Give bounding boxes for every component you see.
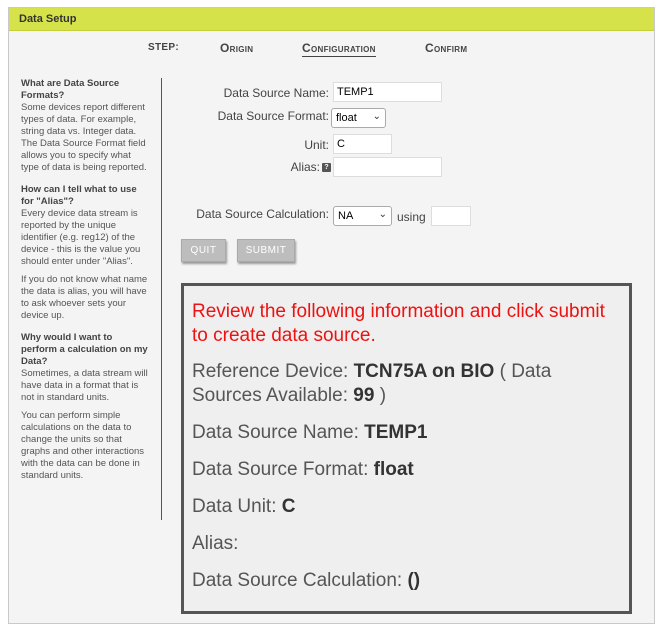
submit-button[interactable]: SUBMIT: [237, 239, 295, 262]
using-label: using: [397, 210, 426, 224]
summary-format-value: float: [373, 459, 414, 480]
available-suffix: ): [379, 385, 387, 406]
step-label: STEP:: [148, 42, 179, 53]
reference-value: TCN75A on BIO: [353, 361, 495, 382]
unit-label: Unit:: [304, 138, 329, 152]
confirmation-summary: [181, 283, 632, 614]
alias-label: Alias:: [290, 160, 320, 174]
summary-unit-value: C: [281, 496, 296, 517]
step-origin[interactable]: Origin: [220, 41, 254, 55]
summary-name: [192, 421, 621, 445]
summary-unit: [192, 495, 621, 519]
summary-alias: [192, 532, 621, 556]
using-input[interactable]: [431, 206, 471, 226]
summary-unit-label: Data Unit:: [192, 496, 277, 517]
data-setup-panel: [8, 7, 655, 624]
summary-format-label: Data Source Format:: [192, 459, 369, 480]
help-paragraph: If you do not know what name the data is alias, you will have to ask whoever sets your device up.: [21, 274, 148, 321]
calculation-label: Data Source Calculation:: [196, 207, 329, 221]
help-heading: What are Data Source Formats?: [21, 78, 120, 101]
summary-name-value: TEMP1: [364, 422, 428, 443]
unit-input[interactable]: [333, 134, 392, 154]
summary-intro: Review the following information and click submit to create data source.: [192, 301, 605, 346]
data-source-format-select[interactable]: [331, 108, 386, 128]
summary-reference-device: [192, 360, 621, 408]
quit-button[interactable]: QUIT: [181, 239, 226, 262]
help-paragraph: Some devices report different types of data. For example, string data vs. Integer data. The Data Source Format field allows you to specify what type of data is being reported.: [21, 102, 147, 173]
help-paragraph: You can perform simple calculations on the data to change the units so that graphs and other interactions with the data can be done in standard units.: [21, 410, 145, 481]
step-configuration[interactable]: Configuration: [302, 41, 376, 55]
help-paragraph: Sometimes, a data stream will have data in a format that is not in standard units.: [21, 368, 148, 403]
format-label: Data Source Format:: [217, 109, 329, 123]
data-source-form: [9, 8, 654, 625]
calculation-selected-value: NA: [338, 210, 354, 222]
help-heading: How can I tell what to use for "Alias"?: [21, 184, 137, 207]
name-label: Data Source Name:: [223, 86, 329, 100]
summary-format: [192, 458, 621, 482]
summary-calc-label: Data Source Calculation:: [192, 570, 403, 591]
chevron-down-icon: ⌄: [378, 209, 387, 220]
reference-label: Reference Device:: [192, 361, 349, 382]
step-confirm[interactable]: Confirm: [425, 41, 468, 55]
summary-name-label: Data Source Name:: [192, 422, 359, 443]
calculation-select[interactable]: [333, 206, 392, 226]
summary-calculation: [192, 569, 621, 593]
format-selected-value: float: [336, 112, 357, 124]
available-prefix: ( Data Sources Available:: [192, 361, 552, 406]
chevron-down-icon: ⌄: [372, 111, 381, 122]
available-count: 99: [353, 385, 375, 406]
alias-input[interactable]: [333, 157, 442, 177]
help-paragraph: Every device data stream is reported by the unique identifier (e.g. reg12) of the device - this is the value you should enter under "Alias".: [21, 208, 141, 267]
help-heading: Why would I want to perform a calculation on my Data?: [21, 332, 148, 367]
data-source-name-input[interactable]: [333, 82, 442, 102]
summary-calc-value: (): [407, 570, 421, 591]
summary-alias-label: Alias:: [192, 533, 239, 554]
panel-title: Data Setup: [19, 13, 77, 25]
alias-label-wrap: [249, 160, 331, 174]
help-icon[interactable]: ?: [322, 163, 331, 172]
